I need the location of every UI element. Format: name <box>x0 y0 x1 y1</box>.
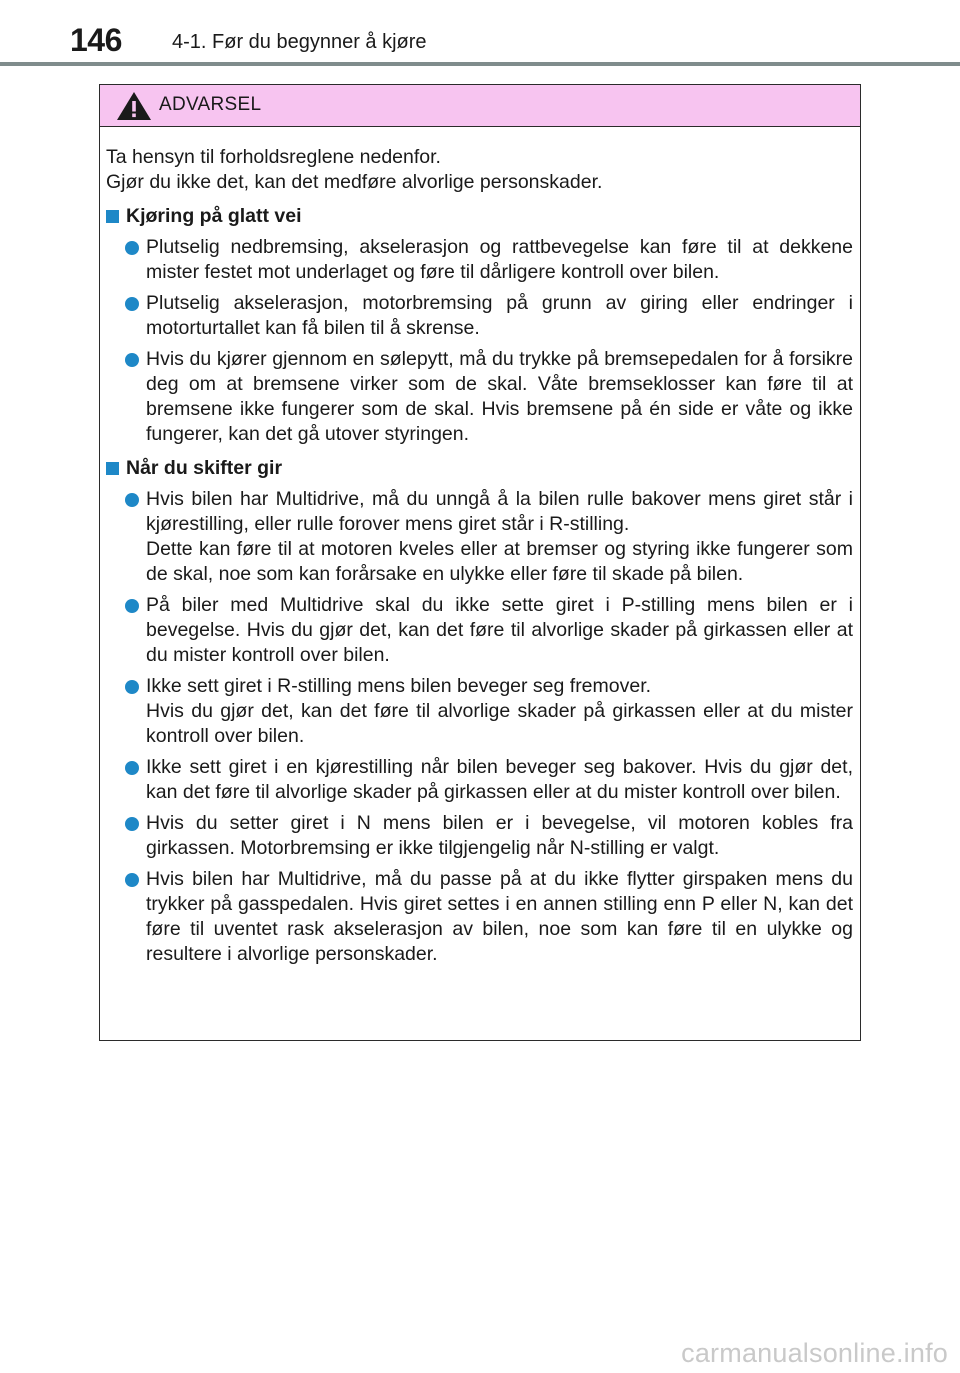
list-item-paragraph: Hvis bilen har Multidrive, må du passe på at du ikke flytter girspaken mens du trykker på gasspedalen. Hvis giret settes i en annen stilling enn P eller N, kan det føre til uventet rask akselerasjon av bilen, noe som kan føre til en ulykke og resultere i alvorlige personskader. <box>146 868 853 965</box>
circle-bullet-icon <box>125 493 139 507</box>
watermark: carmanualsonline.info <box>681 1338 948 1368</box>
list-item-text <box>146 811 853 861</box>
list-item-paragraph: Dette kan føre til at motoren kveles eller at bremser og styring ikke fungerer som de skal, noe som kan forårsake en ulykke eller føre til skade på bilen. <box>146 538 853 585</box>
list-item-paragraph: Plutselig nedbremsing, akselerasjon og rattbevegelse kan føre til at dekkene mister festet mot underlaget og føre til dårligere kontroll over bilen. <box>146 236 853 283</box>
list-item-text <box>146 235 853 285</box>
section-heading-text: Kjøring på glatt vei <box>126 205 302 227</box>
list-item <box>106 674 853 749</box>
circle-bullet-icon <box>125 680 139 694</box>
intro-line: Gjør du ikke det, kan det medføre alvorlige personskader. <box>106 171 603 193</box>
section-heading-gear-shift <box>106 456 853 481</box>
circle-bullet-icon <box>125 817 139 831</box>
square-bullet-icon <box>106 210 119 223</box>
circle-bullet-icon <box>125 873 139 887</box>
list-item <box>106 811 853 861</box>
warning-body <box>100 127 860 967</box>
circle-bullet-icon <box>125 353 139 367</box>
list-item-paragraph: Ikke sett giret i en kjørestilling når bilen beveger seg bakover. Hvis du gjør det, kan det føre til alvorlige skader på girkassen eller at du mister kontroll over bilen. <box>146 756 853 803</box>
list-item-paragraph: Hvis bilen har Multidrive, må du unngå å la bilen rulle bakover mens giret står i kjørestilling, eller rulle forover mens giret står i R-stilling. <box>146 488 853 535</box>
circle-bullet-icon <box>125 241 139 255</box>
page-header <box>0 0 960 66</box>
warning-label: ADVARSEL <box>159 94 262 115</box>
page-number: 146 <box>70 22 122 58</box>
warning-box <box>99 84 861 1041</box>
intro-line: Ta hensyn til forholdsreglene nedenfor. <box>106 146 441 168</box>
circle-bullet-icon <box>125 599 139 613</box>
header-rule <box>0 62 960 66</box>
list-item-paragraph: Hvis du kjører gjennom en sølepytt, må du trykke på bremsepedalen for å forsikre deg om at bremsene virker som de skal. Våte bremseklosser kan føre til at bremsene ikke fungerer som de skal. Hvis bremsene på én side er våte og ikke fungerer, kan det gå utover styringen. <box>146 348 853 445</box>
warning-intro <box>106 145 853 195</box>
list-item <box>106 235 853 285</box>
list-item-text <box>146 347 853 447</box>
section-heading-text: Når du skifter gir <box>126 457 283 479</box>
square-bullet-icon <box>106 462 119 475</box>
list-item-text <box>146 487 853 587</box>
list-item-text <box>146 867 853 967</box>
list-item-text <box>146 593 853 668</box>
circle-bullet-icon <box>125 761 139 775</box>
list-item-paragraph: Hvis du gjør det, kan det føre til alvorlige skader på girkassen eller at du mister kontroll over bilen. <box>146 700 853 747</box>
warning-header <box>100 85 860 127</box>
list-item-paragraph: Hvis du setter giret i N mens bilen er i bevegelse, vil motoren kobles fra girkassen. Motorbremsing er ikke tilgjengelig når N-stilling er valgt. <box>146 812 853 859</box>
list-item <box>106 487 853 587</box>
warning-triangle-icon <box>116 91 152 121</box>
list-item <box>106 593 853 668</box>
list-item-text <box>146 755 853 805</box>
list-item <box>106 291 853 341</box>
list-item-text <box>146 291 853 341</box>
list-item <box>106 867 853 967</box>
list-item <box>106 347 853 447</box>
list-item-paragraph: På biler med Multidrive skal du ikke sette giret i P-stilling mens bilen er i bevegelse. Hvis du gjør det, kan det føre til alvorlige skader på girkassen eller at du mister kontroll over bilen. <box>146 594 853 666</box>
section-heading-slippery-road <box>106 204 853 229</box>
list-item-paragraph: Plutselig akselerasjon, motorbremsing på grunn av giring eller endringer i motorturtallet kan få bilen til å skrense. <box>146 292 853 339</box>
list-item-text <box>146 674 853 749</box>
circle-bullet-icon <box>125 297 139 311</box>
section-title: 4-1. Før du begynner å kjøre <box>172 31 427 53</box>
list-item-paragraph: Ikke sett giret i R-stilling mens bilen beveger seg fremover. <box>146 675 652 697</box>
list-item <box>106 755 853 805</box>
